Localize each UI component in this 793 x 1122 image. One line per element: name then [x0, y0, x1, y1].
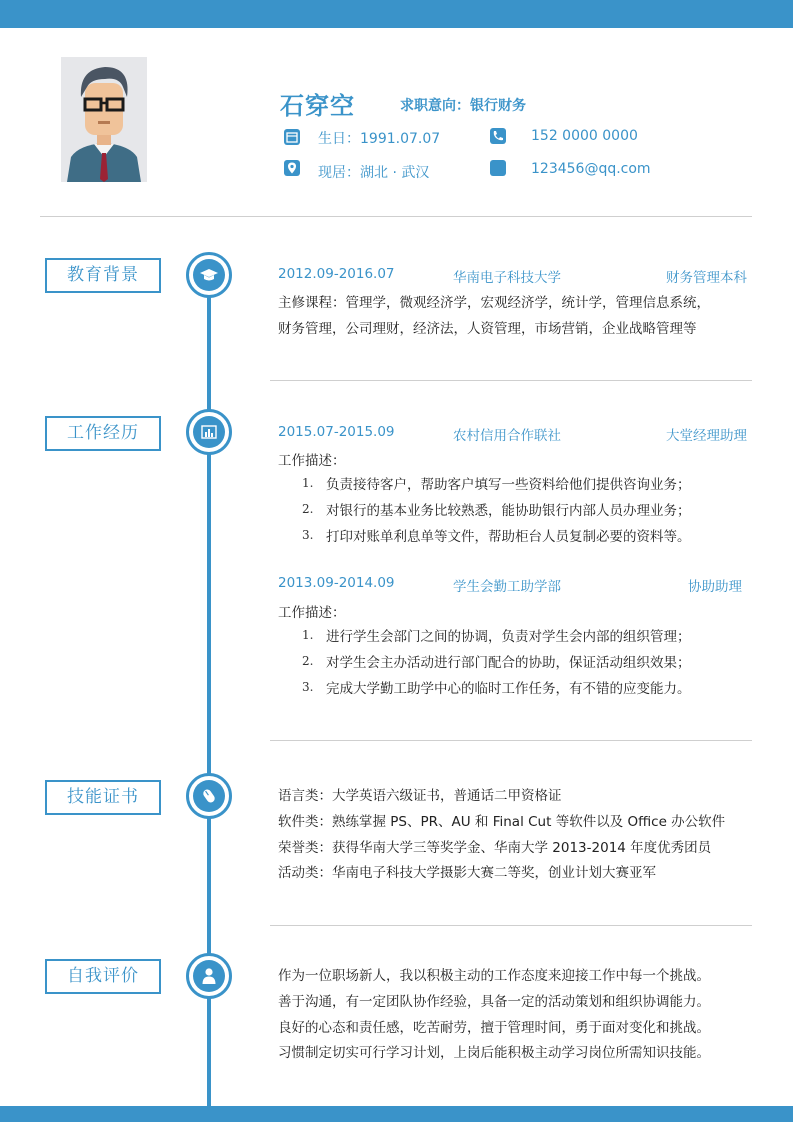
- list-number: 1.: [302, 628, 314, 642]
- list-number: 1.: [302, 476, 314, 490]
- divider: [40, 216, 752, 217]
- job-duty: 打印对账单利息单等文件，帮助柜台人员复制必要的资料等。: [326, 529, 691, 545]
- divider: [270, 740, 752, 741]
- phone-icon: [490, 128, 506, 144]
- skill-line: 软件类：熟练掌握 PS、PR、AU 和 Final Cut 等软件以及 Office 办公软件: [278, 814, 726, 830]
- bottom-accent-bar: [0, 1106, 793, 1122]
- self-eval-line: 习惯制定切实可行学习计划，上岗后能积极主动学习岗位所需知识技能。: [278, 1045, 710, 1061]
- job-org: 农村信用合作联社: [453, 428, 561, 444]
- education-period: 2012.09-2016.07: [278, 266, 395, 282]
- email-icon: [490, 160, 506, 176]
- divider: [270, 925, 752, 926]
- email-address: 123456@qq.com: [531, 161, 651, 177]
- education-courses-line: 主修课程：管理学，微观经济学，宏观经济学，统计学，管理信息系统，: [278, 295, 710, 311]
- graduation-cap-icon: [193, 259, 225, 291]
- job-duty: 进行学生会部门之间的协调，负责对学生会内部的组织管理；: [326, 629, 691, 645]
- list-number: 2.: [302, 654, 314, 668]
- job-intent: 求职意向：银行财务: [400, 98, 526, 114]
- timeline-node-self-eval: [186, 953, 232, 999]
- list-number: 3.: [302, 680, 314, 694]
- section-label-work: 工作经历: [45, 416, 161, 451]
- self-eval-line: 良好的心态和责任感，吃苦耐劳，擅于管理时间，勇于面对变化和挑战。: [278, 1020, 710, 1036]
- job-desc-label: 工作描述：: [278, 453, 346, 469]
- timeline-node-education: [186, 252, 232, 298]
- location: 现居：湖北 · 武汉: [318, 165, 430, 181]
- job-duty: 对学生会主办活动进行部门配合的协助，保证活动组织效果；: [326, 655, 691, 671]
- timeline-node-skills: [186, 773, 232, 819]
- job-title: 大堂经理助理: [666, 428, 747, 444]
- calendar-icon: [284, 129, 300, 145]
- education-major: 财务管理本科: [666, 270, 747, 286]
- divider: [270, 380, 752, 381]
- job-period: 2015.07-2015.09: [278, 424, 395, 440]
- list-number: 2.: [302, 502, 314, 516]
- job-period: 2013.09-2014.09: [278, 575, 395, 591]
- section-label-skills: 技能证书: [45, 780, 161, 815]
- phone-number: 152 0000 0000: [531, 128, 638, 144]
- skill-line: 语言类：大学英语六级证书，普通话二甲资格证: [278, 788, 562, 804]
- avatar: [61, 57, 147, 182]
- job-desc-label: 工作描述：: [278, 605, 346, 621]
- section-label-education: 教育背景: [45, 258, 161, 293]
- candidate-name: 石穿空: [280, 92, 355, 120]
- skill-line: 荣誉类：获得华南大学三等奖学金、华南大学 2013-2014 年度优秀团员: [278, 840, 712, 856]
- job-duty: 负责接待客户，帮助客户填写一些资料给他们提供咨询业务；: [326, 477, 691, 493]
- list-number: 3.: [302, 528, 314, 542]
- location-pin-icon: [284, 160, 300, 176]
- job-duty: 完成大学勤工助学中心的临时工作任务，有不错的应变能力。: [326, 681, 691, 697]
- bar-chart-icon: [193, 416, 225, 448]
- birthday: 生日：1991.07.07: [318, 131, 441, 147]
- job-title: 协助助理: [688, 579, 742, 595]
- self-eval-line: 作为一位职场新人，我以积极主动的工作态度来迎接工作中每一个挑战。: [278, 968, 710, 984]
- mouse-icon: [193, 780, 225, 812]
- education-courses-line: 财务管理，公司理财，经济法，人资管理，市场营销，企业战略管理等: [278, 321, 697, 337]
- self-eval-line: 善于沟通，有一定团队协作经验，具备一定的活动策划和组织协调能力。: [278, 994, 710, 1010]
- skill-line: 活动类：华南电子科技大学摄影大赛二等奖，创业计划大赛亚军: [278, 865, 656, 881]
- education-school: 华南电子科技大学: [453, 270, 561, 286]
- top-accent-bar: [0, 0, 793, 28]
- job-duty: 对银行的基本业务比较熟悉，能协助银行内部人员办理业务；: [326, 503, 691, 519]
- timeline-node-work: [186, 409, 232, 455]
- job-org: 学生会勤工助学部: [453, 579, 561, 595]
- person-icon: [193, 960, 225, 992]
- section-label-self-eval: 自我评价: [45, 959, 161, 994]
